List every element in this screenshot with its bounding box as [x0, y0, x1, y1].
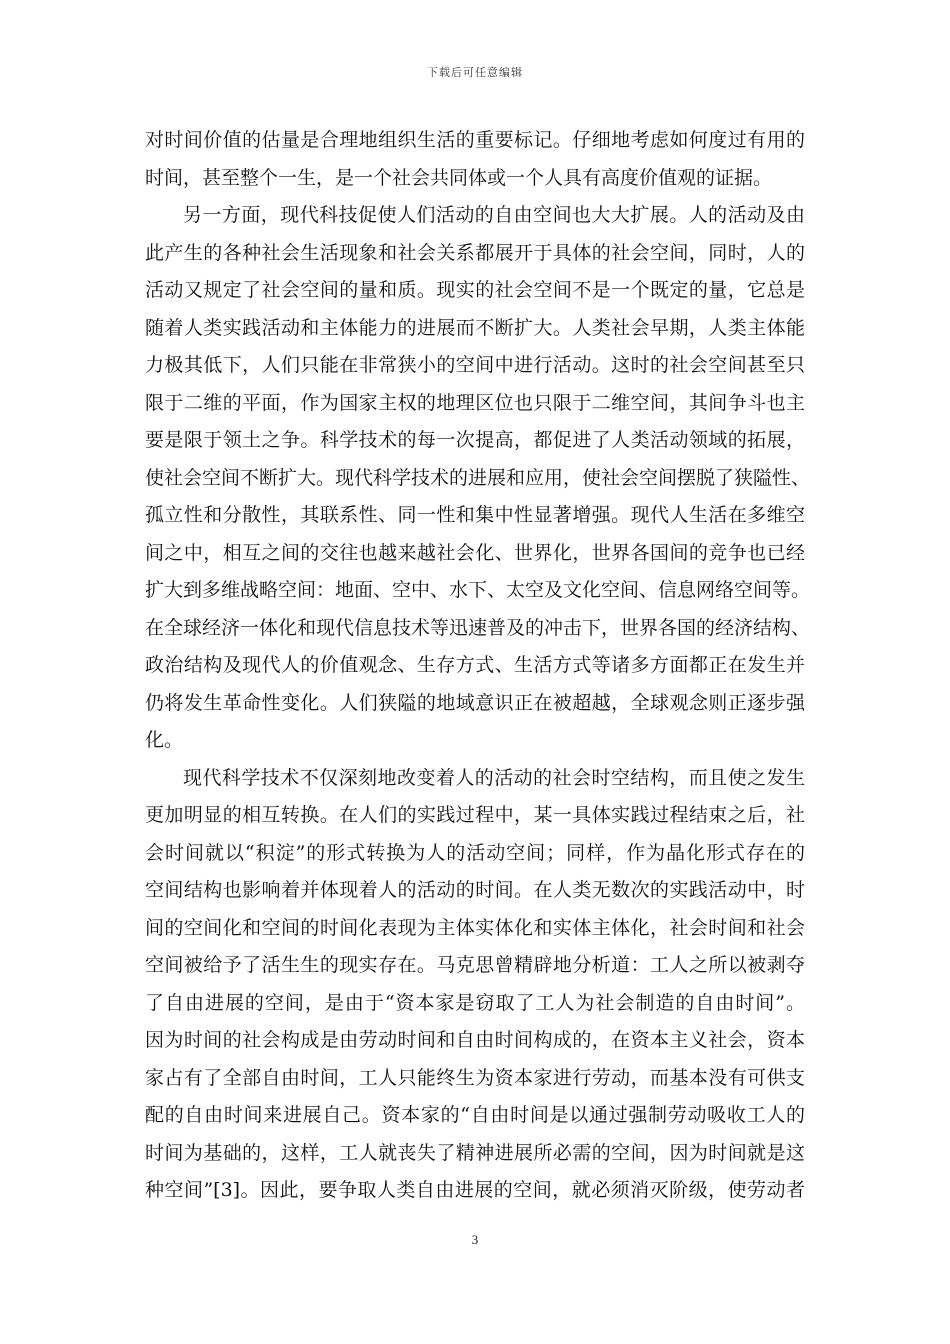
- text-line: 对时间价值的估量是合理地组织生活的重要标记。仔细地考虑如何度过有用的: [145, 129, 805, 151]
- text-line: 了自由进展的空间，是由于“资本家是窃取了工人为社会制造的自由时间”。: [145, 991, 805, 1014]
- text-line: 化。: [145, 729, 184, 751]
- text-line: 孤立性和分散性，其联系性、同一性和集中性显著增强。现代人生活在多维空: [145, 504, 805, 526]
- page-header: 下载后可任意编辑: [427, 66, 523, 79]
- text-line: 因为时间的社会构成是由劳动时间和自由时间构成的，在资本主义社会，资本: [145, 1029, 805, 1051]
- text-line: 政治结构及现代人的价值观念、生存方式、生活方式等诸多方面都正在发生并: [145, 654, 805, 676]
- text-line: 会时间就以“积淀”的形式转换为人的活动空间；同样，作为晶化形式存在的: [145, 841, 805, 864]
- text-line: 使社会空间不断扩大。现代科学技术的进展和应用，使社会空间摆脱了狭隘性、: [145, 466, 811, 489]
- text-line: 配的自由时间来进展自己。资本家的“自由时间是以通过强制劳动吸收工人的: [145, 1104, 805, 1126]
- paragraph-start-line: 现代科学技术不仅深刻地改变着人的活动的社会时空结构，而且使之发生: [183, 766, 805, 789]
- text-line: 间之中，相互之间的交往也越来越社会化、世界化，世界各国间的竞争也已经: [145, 541, 805, 564]
- text-line: 此产生的各种社会生活现象和社会关系都展开于具体的社会空间，同时，人的: [145, 241, 805, 264]
- text-line: 在全球经济一体化和现代信息技术等迅速普及的冲击下，世界各国的经济结构、: [145, 616, 811, 639]
- text-line: 限于二维的平面，作为国家主权的地理区位也只限于二维空间，其间争斗也主: [145, 391, 805, 414]
- text-line: 时间，甚至整个一生，是一个社会共同体或一个人具有高度价值观的证据。: [145, 166, 773, 189]
- page-number: 3: [471, 1232, 479, 1247]
- text-line: 活动又规定了社会空间的量和质。现实的社会空间不是一个既定的量，它总是: [145, 279, 805, 301]
- paragraph-start-line: 另一方面，现代科技促使人们活动的自由空间也大大扩展。人的活动及由: [183, 204, 805, 226]
- text-line: 空间结构也影响着并体现着人的活动的时间。在人类无数次的实践活动中，时: [145, 879, 805, 901]
- text-line: 仍将发生革命性变化。人们狭隘的地域意识正在被超越，全球观念则正逐步强: [145, 691, 805, 714]
- body-text: [145, 122, 811, 1210]
- text-line: 扩大到多维战略空间：地面、空中、水下、太空及文化空间、信息网络空间等。: [145, 579, 811, 601]
- text-line: 种空间”[3]。因此，要争取人类自由进展的空间，就必须消灭阶级，使劳动者: [145, 1179, 805, 1201]
- text-line: 间的空间化和空间的时间化表现为主体实体化和实体主体化，社会时间和社会: [145, 916, 805, 939]
- text-line: 力极其低下，人们只能在非常狭小的空间中进行活动。这时的社会空间甚至只: [145, 354, 805, 376]
- text-line: 时间为基础的，这样，工人就丧失了精神进展所必需的空间，因为时间就是这: [145, 1141, 805, 1164]
- text-line: 更加明显的相互转换。在人们的实践过程中，某一具体实践过程结束之后，社: [145, 804, 805, 826]
- text-line: 家占有了全部自由时间，工人只能终生为资本家进行劳动，而基本没有可供支: [145, 1066, 805, 1089]
- text-line: 随着人类实践活动和主体能力的进展而不断扩大。人类社会早期，人类主体能: [145, 316, 805, 339]
- text-line: 要是限于领土之争。科学技术的每一次提高，都促进了人类活动领域的拓展，: [145, 429, 805, 451]
- text-line: 空间被给予了活生生的现实存在。马克思曾精辟地分析道：工人之所以被剥夺: [145, 954, 805, 976]
